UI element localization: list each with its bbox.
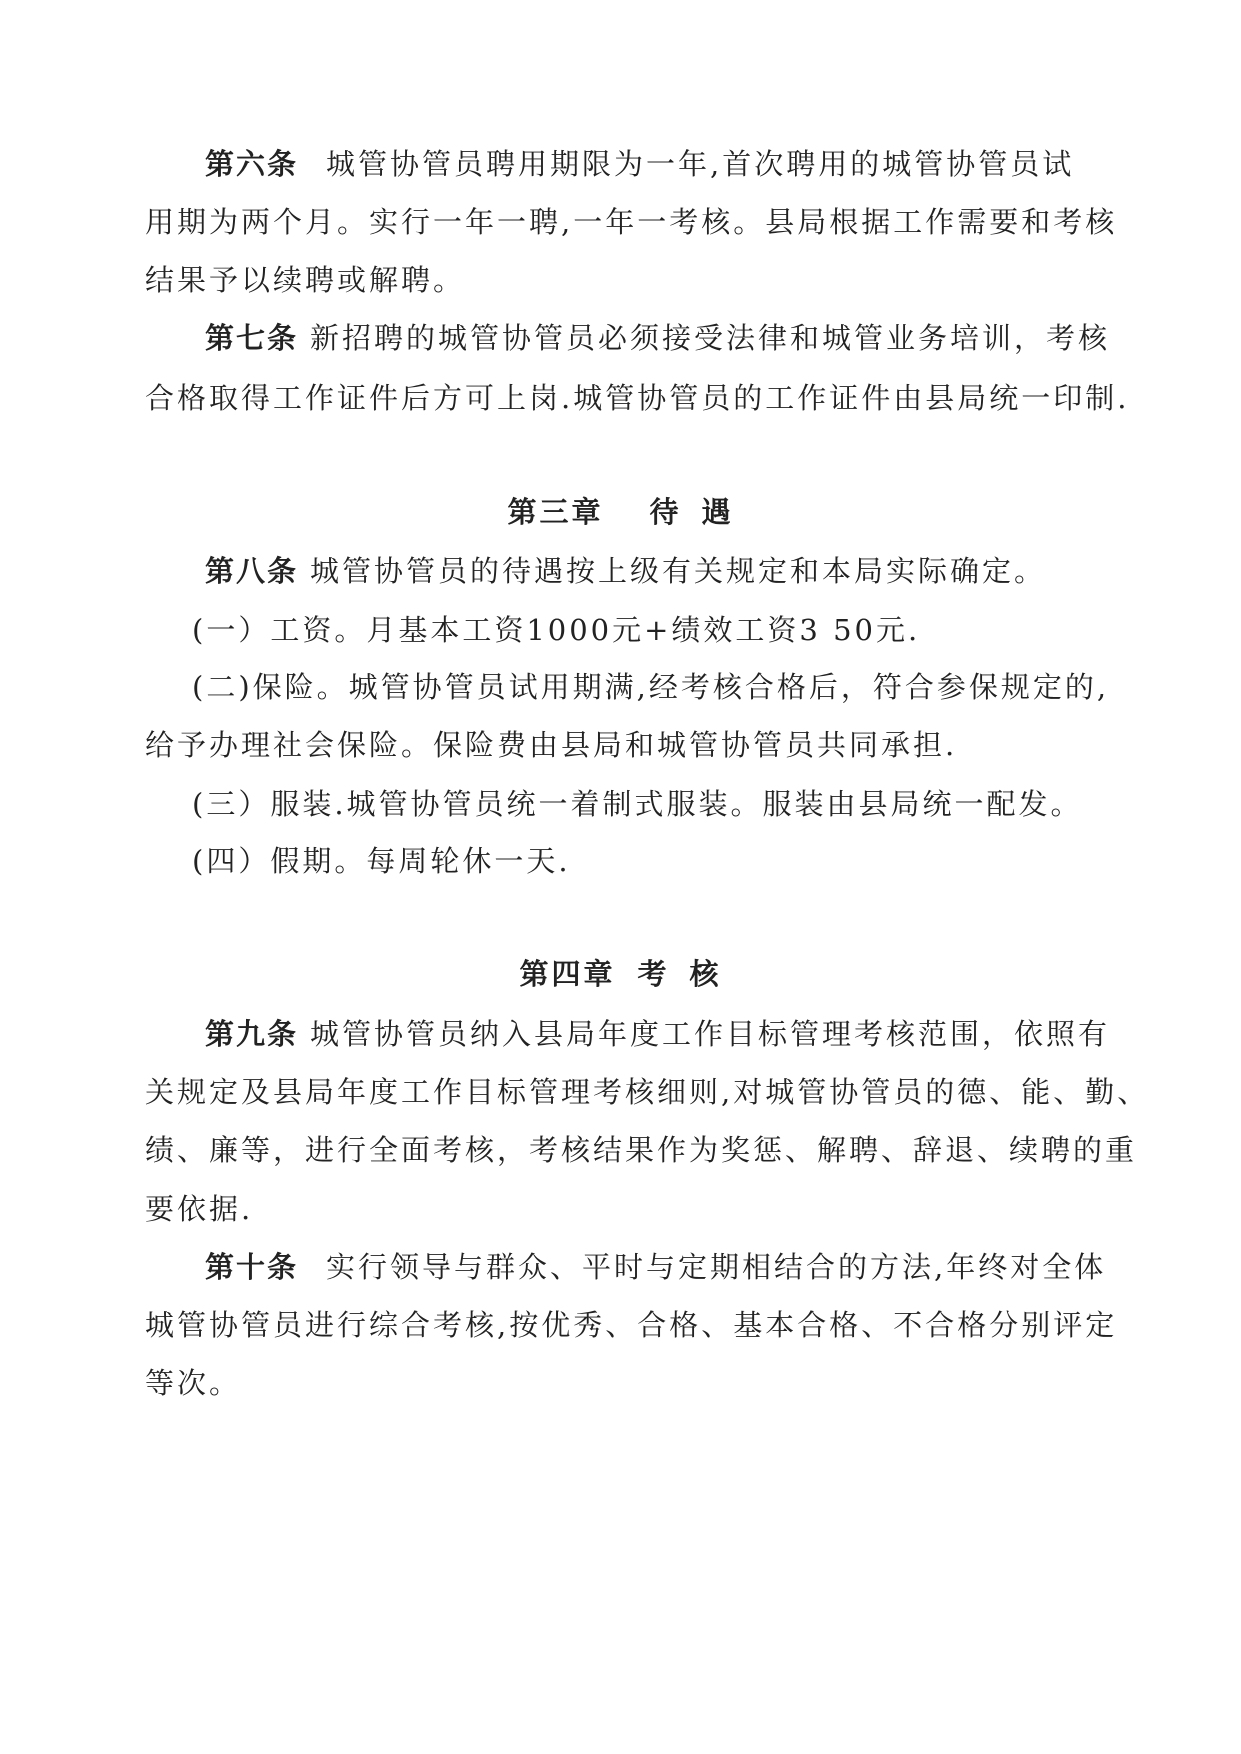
article-10-line-3: 等次。 — [145, 1366, 242, 1400]
article-8-line-1 — [205, 551, 1165, 591]
article-10-text-1: 实行领导与群众、平时与定期相结合的方法,年终对全体 — [326, 1250, 1107, 1284]
article-8-label: 第八条 — [205, 554, 299, 588]
article-8-item-2-line-1: (二)保险。城管协管员试用期满,经考核合格后，符合参保规定的, — [192, 670, 1110, 704]
article-7-label: 第七条 — [205, 321, 299, 355]
chapter-3-number: 第三章 — [507, 495, 604, 529]
chapter-4-number: 第四章 — [519, 957, 616, 991]
article-8-item-2-line-2: 给予办理社会保险。保险费由县局和城管协管员共同承担. — [145, 728, 958, 762]
article-7-line-2: 合格取得工作证件后方可上岗.城管协管员的工作证件由县局统一印制. — [145, 381, 1130, 415]
chapter-4-title-char-1: 考 — [637, 957, 670, 991]
article-10-label: 第十条 — [205, 1250, 299, 1284]
chapter-3-title-char-2: 遇 — [701, 495, 734, 529]
article-9-line-3: 绩、廉等，进行全面考核，考核结果作为奖惩、解聘、辞退、续聘的重 — [145, 1133, 1138, 1167]
article-9-line-1 — [205, 1014, 1165, 1054]
article-6-line-2: 用期为两个月。实行一年一聘,一年一考核。县局根据工作需要和考核 — [145, 205, 1118, 239]
article-8-text-1: 城管协管员的待遇按上级有关规定和本局实际确定。 — [310, 554, 1047, 588]
article-7-line-1 — [205, 318, 1165, 358]
article-9-label: 第九条 — [205, 1017, 299, 1051]
article-10-line-1 — [205, 1247, 1165, 1287]
article-6-line-3: 结果予以续聘或解聘。 — [145, 263, 466, 297]
article-8-item-4: (四）假期。每周轮休一天. — [192, 844, 571, 878]
article-9-text-1: 城管协管员纳入县局年度工作目标管理考核范围，依照有 — [310, 1017, 1111, 1051]
article-6-label: 第六条 — [205, 147, 299, 181]
article-6-line-1 — [205, 144, 1165, 184]
article-9-line-2: 关规定及县局年度工作目标管理考核细则,对城管协管员的德、能、勤、 — [145, 1075, 1150, 1109]
chapter-3-heading — [0, 492, 1241, 532]
article-8-item-1: (一）工资。月基本工资1000元+绩效工资3 50元. — [192, 613, 921, 647]
article-9-line-4: 要依据. — [145, 1192, 254, 1226]
article-7-text-1: 新招聘的城管协管员必须接受法律和城管业务培训，考核 — [310, 321, 1111, 355]
chapter-4-heading — [0, 954, 1241, 994]
chapter-4-title-char-2: 核 — [689, 957, 722, 991]
article-6-text-1: 城管协管员聘用期限为一年,首次聘用的城管协管员试 — [326, 147, 1075, 181]
article-8-item-3: (三）服装.城管协管员统一着制式服装。服装由县局统一配发。 — [192, 787, 1083, 821]
chapter-3-title-char-1: 待 — [649, 495, 682, 529]
article-10-line-2: 城管协管员进行综合考核,按优秀、合格、基本合格、不合格分别评定 — [145, 1308, 1118, 1342]
